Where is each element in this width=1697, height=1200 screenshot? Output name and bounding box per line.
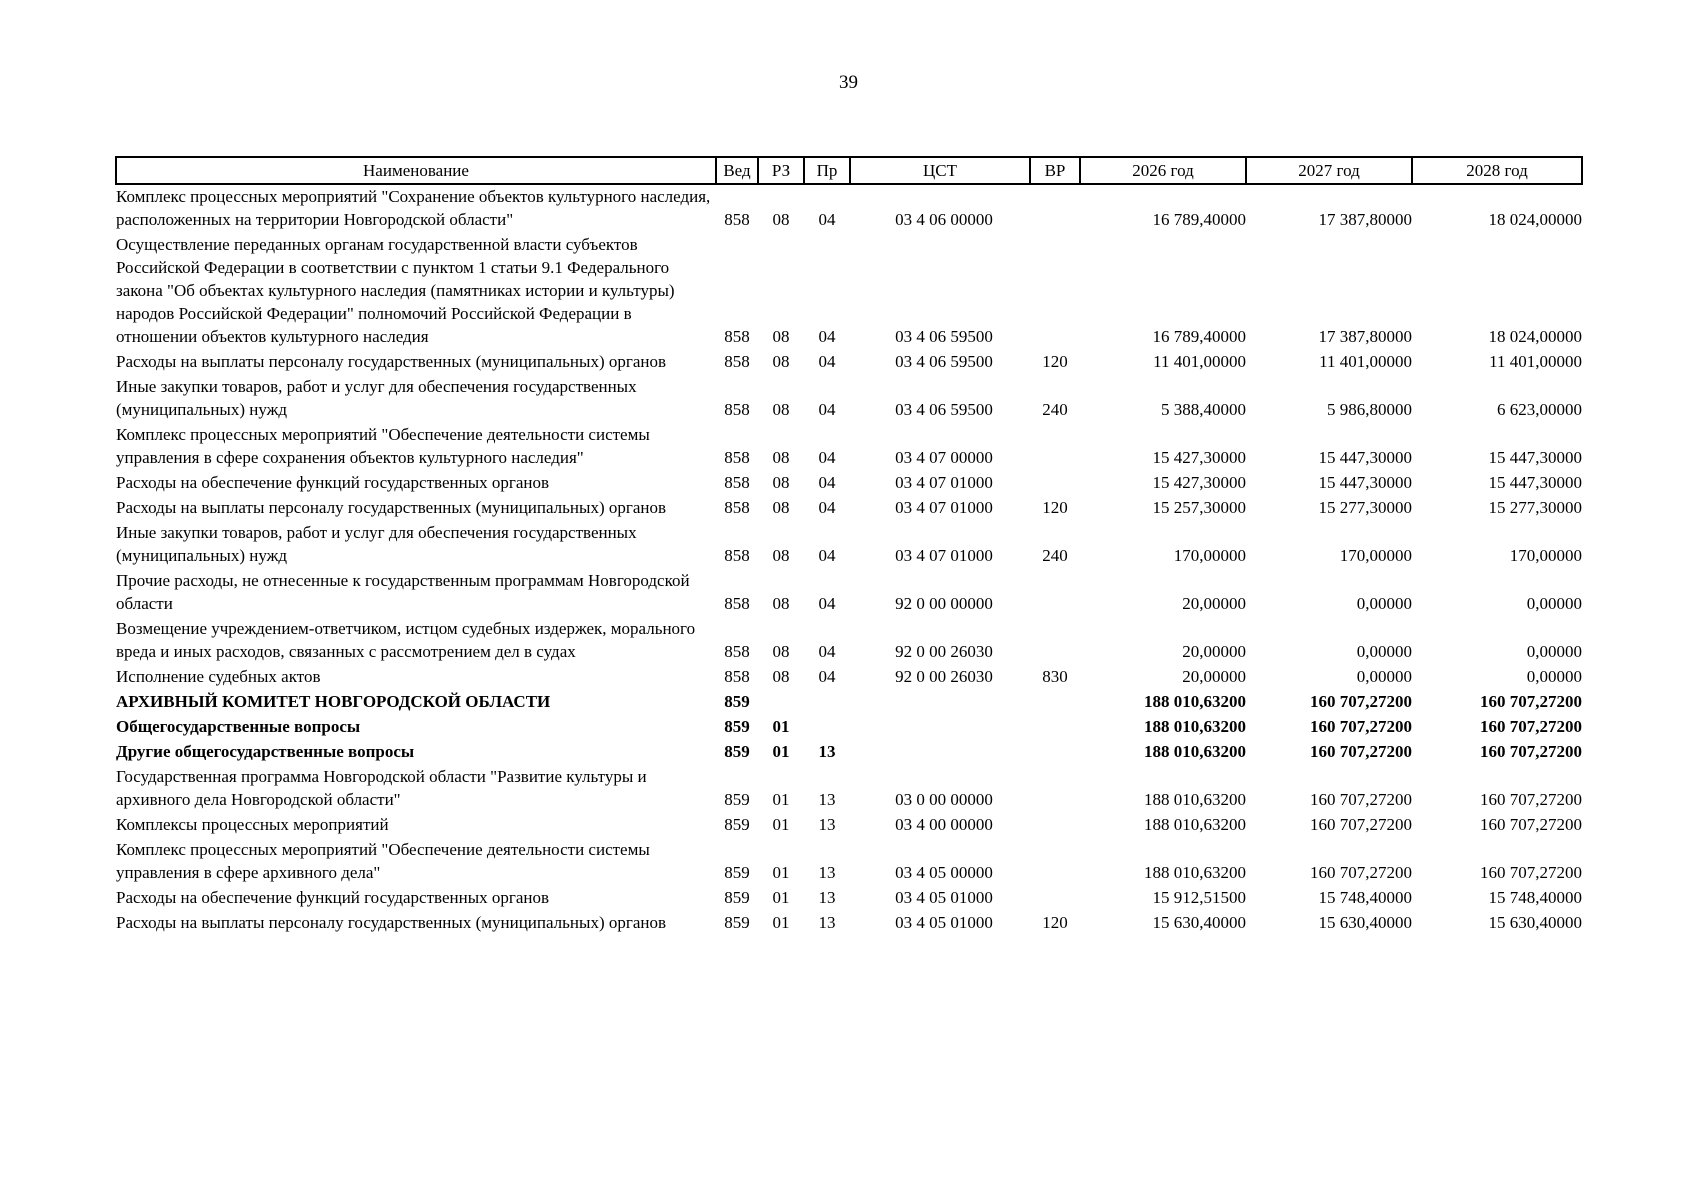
row-ved: 858 — [724, 352, 750, 371]
row-ved: 858 — [724, 327, 750, 346]
row-2026: 15 427,30000 — [1152, 448, 1246, 467]
row-2028: 160 707,27200 — [1480, 692, 1582, 711]
row-2026: 188 010,63200 — [1144, 790, 1246, 809]
row-pr: 13 — [818, 790, 836, 809]
row-2028: 11 401,00000 — [1489, 352, 1582, 371]
row-ved: 858 — [724, 667, 750, 686]
row-cst: 92 0 00 26030 — [895, 642, 993, 661]
table-row — [116, 813, 1582, 838]
row-vr — [1030, 471, 1080, 496]
row-pr: 04 — [818, 400, 836, 419]
row-name: Иные закупки товаров, работ и услуг для обеспечения государственных (муниципальных) нужд — [116, 523, 637, 565]
table-row — [116, 715, 1582, 740]
row-rz: 01 — [772, 913, 790, 932]
row-2027: 0,00000 — [1356, 642, 1412, 661]
row-rz: 01 — [772, 790, 790, 809]
row-2028: 160 707,27200 — [1480, 717, 1582, 736]
row-rz: 08 — [772, 400, 790, 419]
table-row — [116, 233, 1582, 350]
row-ved: 859 — [724, 742, 750, 761]
row-2026: 20,00000 — [1182, 667, 1246, 686]
row-2027: 15 447,30000 — [1318, 473, 1412, 492]
row-cst: 03 0 00 00000 — [895, 790, 993, 809]
row-pr: 04 — [818, 448, 836, 467]
row-ved: 858 — [724, 498, 750, 517]
header-2028: 2028 год — [1412, 157, 1582, 184]
row-rz: 08 — [772, 210, 790, 229]
row-name: Расходы на обеспечение функций государственных органов — [116, 888, 550, 907]
row-rz: 01 — [772, 863, 790, 882]
row-ved: 859 — [724, 888, 750, 907]
row-rz: 08 — [772, 448, 790, 467]
row-2026: 188 010,63200 — [1144, 692, 1246, 711]
row-name: Осуществление переданных органам государственной власти субъектов Российской Федерации в соответствии с пунктом 1 статьи 9.1 Федерального закона "Об объектах культурного наследия (памятниках истории и культуры) народов Российской Федерации" полномочий Российской Федерации в отношении объектов культурного наследия — [116, 235, 675, 346]
row-2027: 0,00000 — [1356, 667, 1412, 686]
table-row — [116, 740, 1582, 765]
row-name: Исполнение судебных актов — [116, 667, 321, 686]
row-ved: 858 — [724, 210, 750, 229]
row-name: Комплекс процессных мероприятий "Обеспечение деятельности системы управления в сфере сохранения объектов культурного наследия" — [116, 425, 650, 467]
table-row — [116, 521, 1582, 569]
row-pr: 13 — [818, 815, 836, 834]
row-pr — [804, 715, 850, 740]
row-ved: 859 — [724, 913, 750, 932]
row-2026: 188 010,63200 — [1144, 742, 1246, 761]
row-name: АРХИВНЫЙ КОМИТЕТ НОВГОРОДСКОЙ ОБЛАСТИ — [116, 692, 551, 711]
row-vr — [1030, 813, 1080, 838]
row-name: Расходы на обеспечение функций государственных органов — [116, 473, 550, 492]
row-2027: 160 707,27200 — [1310, 717, 1412, 736]
table-row — [116, 375, 1582, 423]
row-vr: 120 — [1042, 352, 1068, 371]
row-name: Общегосударственные вопросы — [116, 717, 361, 736]
row-rz: 08 — [772, 667, 790, 686]
row-2027: 160 707,27200 — [1310, 692, 1412, 711]
table-row — [116, 665, 1582, 690]
row-2027: 15 748,40000 — [1318, 888, 1412, 907]
header-ved: Вед — [716, 157, 758, 184]
row-rz: 01 — [772, 815, 790, 834]
row-2026: 5 388,40000 — [1161, 400, 1246, 419]
header-rz: РЗ — [758, 157, 804, 184]
row-name: Расходы на выплаты персоналу государственных (муниципальных) органов — [116, 913, 666, 932]
table-row — [116, 350, 1582, 375]
row-2028: 160 707,27200 — [1480, 790, 1582, 809]
row-vr — [1030, 569, 1080, 617]
table-row — [116, 617, 1582, 665]
row-rz: 01 — [772, 888, 790, 907]
row-vr — [1030, 617, 1080, 665]
row-cst: 03 4 07 01000 — [895, 546, 993, 565]
row-name: Возмещение учреждением-ответчиком, истцом судебных издержек, морального вреда и иных расходов, связанных с рассмотрением дел в судах — [116, 619, 696, 661]
row-vr — [1030, 184, 1080, 233]
row-vr: 120 — [1042, 913, 1068, 932]
row-2027: 15 630,40000 — [1318, 913, 1412, 932]
row-rz: 08 — [772, 327, 790, 346]
row-2026: 20,00000 — [1182, 642, 1246, 661]
table-row — [116, 569, 1582, 617]
table-header-row — [116, 157, 1582, 184]
row-vr: 240 — [1042, 400, 1068, 419]
row-2028: 15 748,40000 — [1488, 888, 1582, 907]
row-2027: 160 707,27200 — [1310, 742, 1412, 761]
row-vr: 830 — [1042, 667, 1068, 686]
row-2028: 160 707,27200 — [1480, 742, 1582, 761]
row-cst: 03 4 06 59500 — [895, 352, 993, 371]
row-vr — [1030, 765, 1080, 813]
header-name: Наименование — [116, 157, 716, 184]
row-rz: 08 — [772, 498, 790, 517]
row-2026: 15 912,51500 — [1152, 888, 1246, 907]
row-2027: 5 986,80000 — [1327, 400, 1412, 419]
row-name: Комплексы процессных мероприятий — [116, 815, 389, 834]
row-cst: 03 4 07 01000 — [895, 473, 993, 492]
row-cst — [850, 740, 1030, 765]
row-2028: 0,00000 — [1526, 594, 1582, 613]
row-2028: 160 707,27200 — [1480, 863, 1582, 882]
row-2026: 15 630,40000 — [1152, 913, 1246, 932]
row-cst: 03 4 05 01000 — [895, 913, 993, 932]
header-2026: 2026 год — [1080, 157, 1246, 184]
row-2026: 11 401,00000 — [1153, 352, 1246, 371]
table-body — [116, 184, 1582, 936]
row-pr: 04 — [818, 210, 836, 229]
row-pr: 04 — [818, 594, 836, 613]
row-name: Прочие расходы, не отнесенные к государственным программам Новгородской области — [116, 571, 690, 613]
row-name: Расходы на выплаты персоналу государственных (муниципальных) органов — [116, 352, 666, 371]
row-cst: 92 0 00 00000 — [895, 594, 993, 613]
row-cst: 03 4 07 00000 — [895, 448, 993, 467]
row-pr: 13 — [818, 913, 836, 932]
table-row — [116, 184, 1582, 233]
row-cst — [850, 690, 1030, 715]
row-2028: 160 707,27200 — [1480, 815, 1582, 834]
row-2026: 16 789,40000 — [1152, 210, 1246, 229]
row-vr — [1030, 740, 1080, 765]
row-cst: 03 4 06 59500 — [895, 400, 993, 419]
row-2028: 6 623,00000 — [1497, 400, 1582, 419]
row-pr — [804, 690, 850, 715]
header-pr: Пр — [804, 157, 850, 184]
row-ved: 858 — [724, 400, 750, 419]
row-2028: 0,00000 — [1526, 642, 1582, 661]
row-ved: 859 — [724, 863, 750, 882]
row-2027: 17 387,80000 — [1318, 327, 1412, 346]
row-rz: 01 — [772, 717, 790, 736]
table-row — [116, 886, 1582, 911]
row-2027: 11 401,00000 — [1319, 352, 1412, 371]
row-2026: 188 010,63200 — [1144, 815, 1246, 834]
row-cst: 03 4 00 00000 — [895, 815, 993, 834]
row-ved: 858 — [724, 642, 750, 661]
row-2027: 160 707,27200 — [1310, 790, 1412, 809]
row-2026: 15 427,30000 — [1152, 473, 1246, 492]
row-rz: 01 — [772, 742, 790, 761]
row-2028: 18 024,00000 — [1488, 210, 1582, 229]
row-vr — [1030, 233, 1080, 350]
row-cst — [850, 715, 1030, 740]
table-row — [116, 423, 1582, 471]
row-2028: 15 447,30000 — [1488, 448, 1582, 467]
row-2026: 188 010,63200 — [1144, 717, 1246, 736]
row-2027: 170,00000 — [1339, 546, 1412, 565]
row-2028: 15 277,30000 — [1488, 498, 1582, 517]
row-rz: 08 — [772, 352, 790, 371]
row-name: Комплекс процессных мероприятий "Обеспечение деятельности системы управления в сфере архивного дела" — [116, 840, 650, 882]
header-cst: ЦСТ — [850, 157, 1030, 184]
row-cst: 03 4 06 59500 — [895, 327, 993, 346]
row-cst: 03 4 05 01000 — [895, 888, 993, 907]
row-ved: 858 — [724, 473, 750, 492]
row-ved: 859 — [724, 717, 750, 736]
row-2028: 170,00000 — [1509, 546, 1582, 565]
page-number: 39 — [839, 72, 858, 93]
header-vr: ВР — [1030, 157, 1080, 184]
row-pr: 04 — [818, 352, 836, 371]
row-ved: 858 — [724, 594, 750, 613]
table-row — [116, 765, 1582, 813]
row-vr — [1030, 690, 1080, 715]
row-pr: 13 — [818, 863, 836, 882]
row-2026: 188 010,63200 — [1144, 863, 1246, 882]
row-2026: 16 789,40000 — [1152, 327, 1246, 346]
row-vr — [1030, 838, 1080, 886]
header-2027: 2027 год — [1246, 157, 1412, 184]
row-2026: 170,00000 — [1173, 546, 1246, 565]
row-ved: 859 — [724, 692, 750, 711]
row-pr: 04 — [818, 546, 836, 565]
row-ved: 859 — [724, 790, 750, 809]
row-cst: 03 4 05 00000 — [895, 863, 993, 882]
row-name: Другие общегосударственные вопросы — [116, 742, 415, 761]
row-name: Иные закупки товаров, работ и услуг для обеспечения государственных (муниципальных) нужд — [116, 377, 637, 419]
table-row — [116, 838, 1582, 886]
row-pr: 04 — [818, 473, 836, 492]
table-row — [116, 690, 1582, 715]
table-row — [116, 471, 1582, 496]
row-vr — [1030, 423, 1080, 471]
row-pr: 13 — [818, 888, 836, 907]
budget-table — [115, 156, 1583, 936]
row-2028: 15 447,30000 — [1488, 473, 1582, 492]
row-2027: 160 707,27200 — [1310, 863, 1412, 882]
row-pr: 13 — [818, 742, 836, 761]
row-2028: 0,00000 — [1526, 667, 1582, 686]
row-vr: 240 — [1042, 546, 1068, 565]
row-cst: 92 0 00 26030 — [895, 667, 993, 686]
row-rz: 08 — [772, 546, 790, 565]
row-vr: 120 — [1042, 498, 1068, 517]
row-cst: 03 4 07 01000 — [895, 498, 993, 517]
row-ved: 858 — [724, 546, 750, 565]
row-ved: 858 — [724, 448, 750, 467]
row-2027: 0,00000 — [1356, 594, 1412, 613]
row-2028: 15 630,40000 — [1488, 913, 1582, 932]
row-pr: 04 — [818, 327, 836, 346]
row-vr — [1030, 886, 1080, 911]
row-name: Расходы на выплаты персоналу государственных (муниципальных) органов — [116, 498, 666, 517]
table-row — [116, 496, 1582, 521]
row-2028: 18 024,00000 — [1488, 327, 1582, 346]
row-pr: 04 — [818, 498, 836, 517]
row-name: Комплекс процессных мероприятий "Сохранение объектов культурного наследия, расположенных на территории Новгородской области" — [116, 187, 711, 229]
budget-table-container — [115, 156, 1581, 936]
row-2026: 15 257,30000 — [1152, 498, 1246, 517]
row-rz: 08 — [772, 473, 790, 492]
row-name: Государственная программа Новгородской области "Развитие культуры и архивного дела Новгородской области" — [116, 767, 647, 809]
row-2027: 160 707,27200 — [1310, 815, 1412, 834]
row-2027: 15 277,30000 — [1318, 498, 1412, 517]
row-rz: 08 — [772, 642, 790, 661]
row-pr: 04 — [818, 667, 836, 686]
row-vr — [1030, 715, 1080, 740]
row-2027: 17 387,80000 — [1318, 210, 1412, 229]
row-2027: 15 447,30000 — [1318, 448, 1412, 467]
row-rz — [758, 690, 804, 715]
row-ved: 859 — [724, 815, 750, 834]
table-row — [116, 911, 1582, 936]
row-rz: 08 — [772, 594, 790, 613]
row-pr: 04 — [818, 642, 836, 661]
row-2026: 20,00000 — [1182, 594, 1246, 613]
row-cst: 03 4 06 00000 — [895, 210, 993, 229]
